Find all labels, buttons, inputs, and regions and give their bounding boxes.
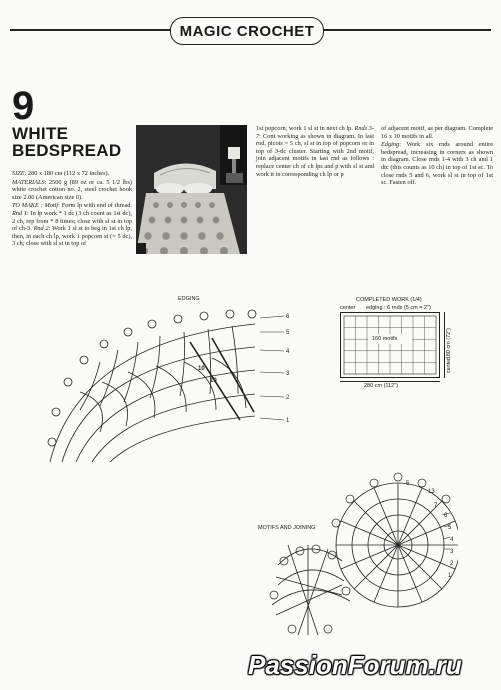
motif-row-1: 1	[448, 573, 452, 579]
edging-row-2: 2	[286, 395, 290, 401]
edging-mark-b: 10	[210, 378, 217, 384]
brand-text: MAGIC CROCHET	[179, 22, 315, 40]
motif-mark-5: 5	[406, 481, 410, 487]
header-brand	[170, 17, 324, 45]
pattern-number: 9	[12, 84, 35, 128]
edging-row-3: 3	[286, 371, 290, 377]
edging-row-1: 1	[286, 418, 290, 424]
completed-motifs: 160 motifs	[372, 336, 398, 342]
edging-diagram	[40, 302, 302, 472]
edging-mark-a: 10	[198, 366, 205, 372]
motif-row-4: 4	[450, 537, 454, 543]
title-line-1: WHITE	[12, 124, 69, 143]
title-line-2: BEDSPREAD	[12, 141, 122, 160]
watermark: PassionForum.ru	[248, 650, 462, 680]
edging-row-6: 6	[286, 314, 290, 320]
edging-label: EDGING	[178, 296, 200, 302]
bedspread-photo	[136, 125, 247, 254]
completed-height: 180 cm (72")	[446, 328, 452, 360]
motifs-diagram	[258, 465, 458, 645]
text-column-3: of adjacent motif, as per diagram. Complete 16 x 10 motifs in all. Edging: Work six rnds around entire bedspread, increasing in corners as shown in diagram. Close rnds 1-4 with 3 ch and 1 dtc (this counts as 10 ch) in top of 1st sc. To close rnds 5 and 6, work sl st in top of 1st sc. Fasten off.	[381, 125, 493, 187]
completed-center-right: center	[446, 358, 452, 374]
motif-row-5: 5	[448, 525, 452, 531]
text-column-2: 1st popcorn, work 1 sl st in next ch lp. Rnds 3-7: Cont working as shown in diagram. In last rnd, picots = 5 ch, sl st in top of popcorn or in top of 3-dc cluster. Starting with 2nd motif, join adjacent motifs in last rnd as follows : replace center ch of ch lps and p with sl st and work it in corresponding ch lp or p	[256, 125, 375, 178]
completed-edging-note: edging : 6 rnds (5 cm = 2")	[366, 305, 431, 311]
motifs-label: MOTIFS AND JOINING	[258, 525, 316, 531]
motif-row-3: 3	[450, 549, 454, 555]
pattern-title	[12, 125, 132, 159]
motif-row-2: 2	[450, 561, 454, 567]
completed-grid	[340, 312, 440, 378]
motif-row-6: 6	[444, 513, 448, 519]
text-column-1: SIZE: 280 x 180 cm (112 x 72 inches). MATERIALS: 2500 g (89 oz or ca. 5 1/2 lbs) white crochet cotton no. 2, steel crochet hook size 2.00 (American size 0). TO MAKE : Motif: Form lp with end of thread. Rnd 1: In lp work * 1 dc (3 ch count as 1st dc), 2 ch, rep from * 8 times; close with sl st in top of ch-3. Rnd 2: Work 1 sl st to beg in 1st ch lp, then, in each ch lp, work 1 popcorn st (= 5 dc), 3 ch; close with sl st in top of	[12, 170, 132, 248]
edging-row-4: 4	[286, 349, 290, 355]
completed-width: 280 cm (112")	[364, 383, 398, 389]
height-dimension-line	[444, 312, 445, 378]
width-dimension-line	[340, 381, 440, 382]
completed-center-top: center	[340, 305, 356, 311]
motif-mark-13: 13	[428, 489, 435, 495]
motif-row-7: 7	[434, 503, 438, 509]
edging-row-5: 5	[286, 330, 290, 336]
completed-title: COMPLETED WORK (1/4)	[356, 297, 422, 303]
